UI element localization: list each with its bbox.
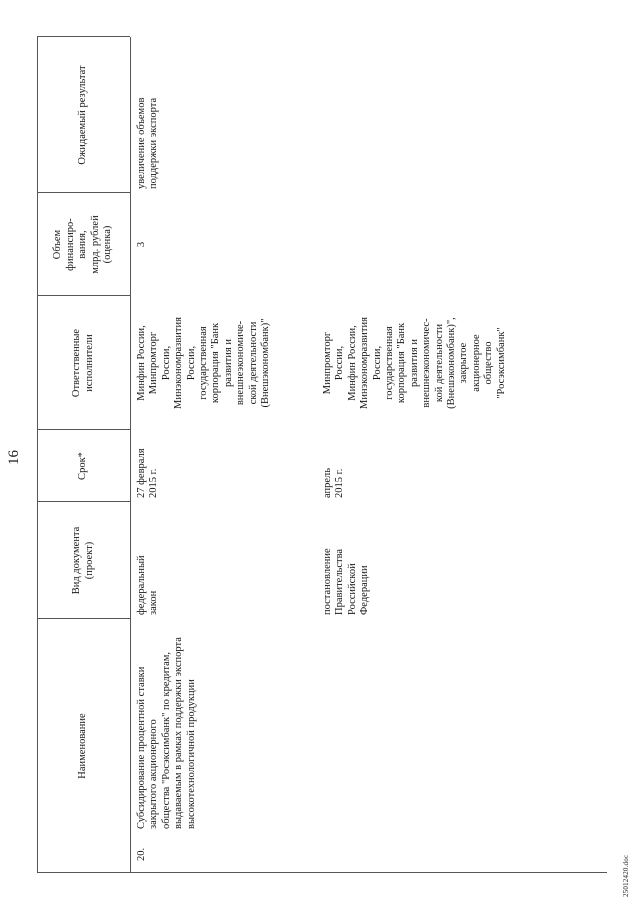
deadline-2: апрель 2015 г. [322,467,346,498]
deadline-1: 27 февраля 2015 г. [136,448,160,498]
header-funding: Объем финансиро- вания, млрд. рублей (оценка) [52,215,114,274]
header-deadline: Срок* [77,452,89,480]
header-name: Наименование [77,713,89,779]
header-executors: Ответственные исполнители [71,328,95,398]
document-id: 25012420.doc [622,854,630,897]
row-number: 20. [136,847,147,861]
expected-result: увеличение объемов поддержки экспорта [136,97,160,189]
doc-type-2: постановление Правительства Российской Федерации [322,548,371,615]
executors-2: Минпромторг России, Минфин России, Минэкономразвития России, государственная корпорация "Банк развития и внешнеэкономичес- кой деятельности (Внешэкономбанк)", закрытое акционерное общество "Росэксимбанк" [322,317,507,409]
page-number: 16 [6,450,22,465]
header-doc-type: Вид документа (проект) [71,526,95,595]
doc-type-1: федеральный закон [136,555,160,615]
executors-1: Минфин России, Минпромторг России, Минэкономразвития России, государственная корпорация "Банк развития и внешнеэкономиче- ской деятельности (Внешэкономбанк)" [136,317,272,409]
header-bottom-border [130,37,131,873]
funding-value: 3 [136,241,147,248]
row-name: Субсидирование процентной ставки закрытого акционерного общества "Росэксимбанк" по кредитам, выдаваемым в рамках поддержки экспорта высокотехнологичной продукции [136,637,197,829]
header-result: Ожидаемый результат [77,65,89,165]
